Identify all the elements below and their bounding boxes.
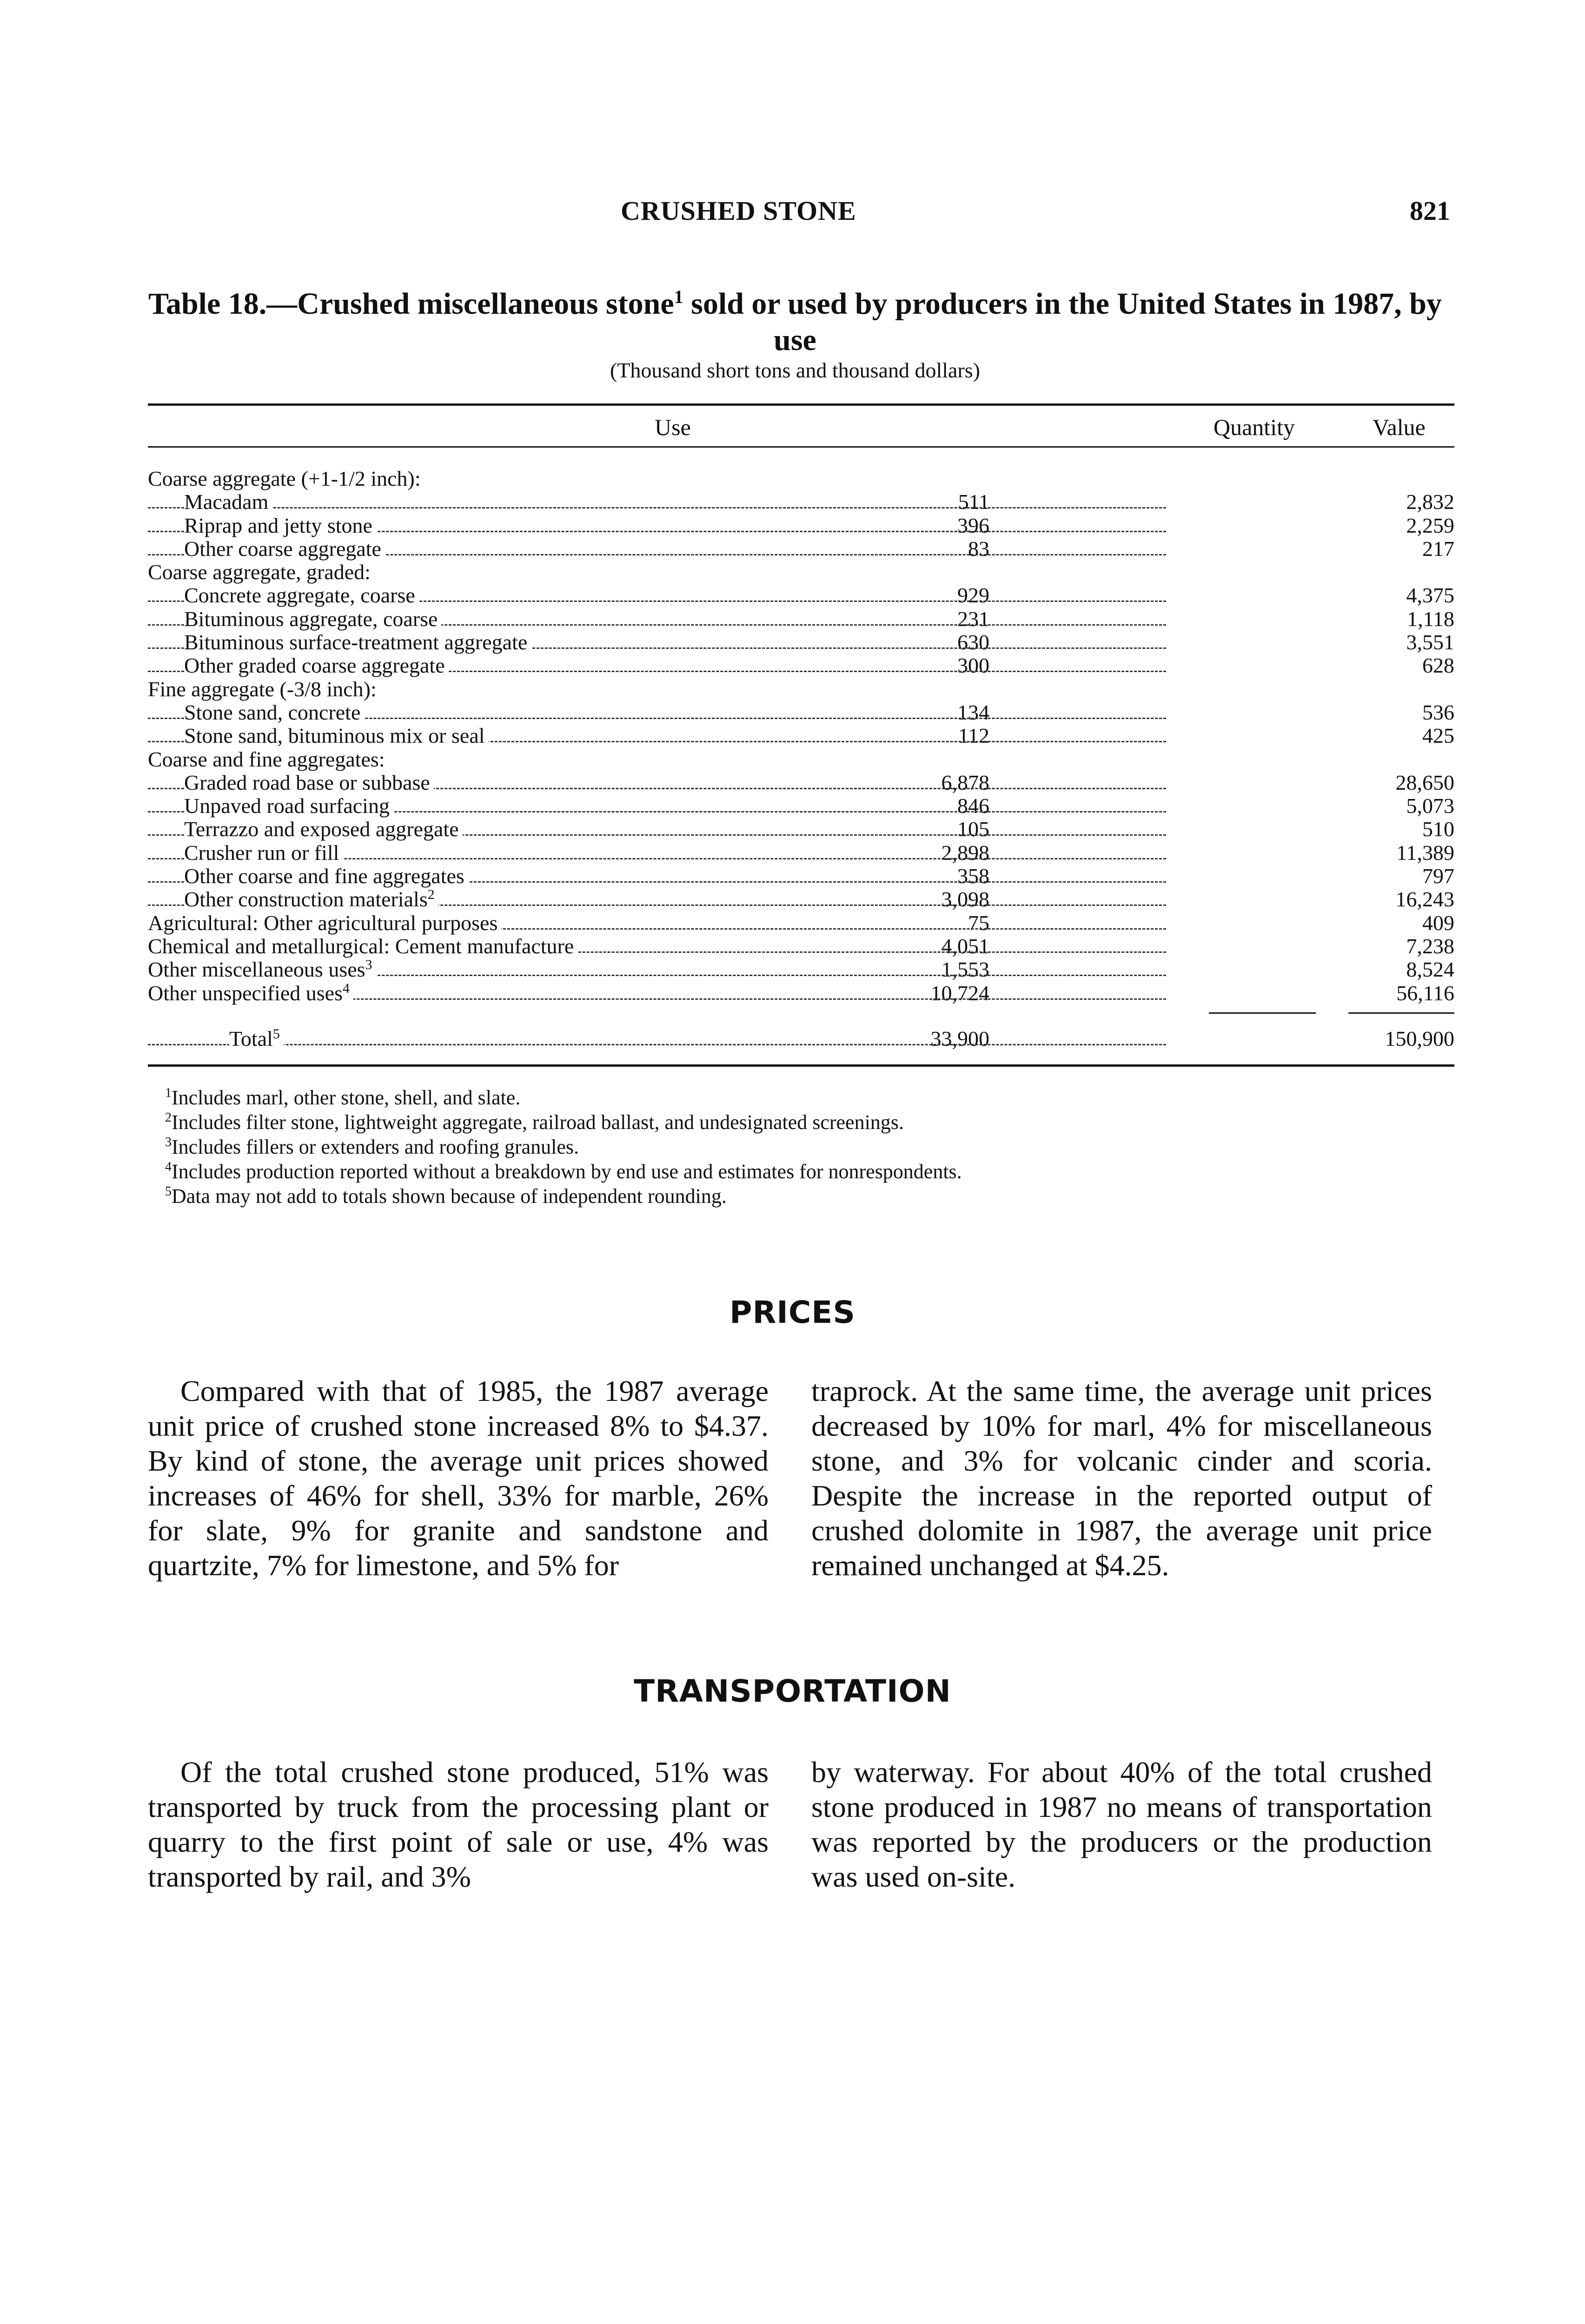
page-number: 821 (1410, 196, 1450, 226)
value-cell: 5,073 (1406, 794, 1454, 818)
table-top-rule (148, 403, 1454, 406)
quantity-cell: 396 (957, 513, 989, 537)
row-label: Riprap and jetty stone (184, 514, 376, 537)
row-label: Concrete aggregate, coarse (184, 584, 419, 607)
row-label: Terrazzo and exposed aggregate (184, 818, 463, 841)
column-header-quantity: Quantity (1214, 414, 1295, 440)
value-cell: 1,118 (1407, 607, 1454, 631)
table-bottom-rule (148, 1064, 1454, 1067)
row-label: Unpaved road surfacing (184, 794, 393, 818)
table-body (148, 467, 1454, 1050)
table-row (148, 748, 1454, 771)
table-row (148, 888, 1454, 911)
table-row (148, 911, 1454, 935)
table-row (148, 818, 1454, 841)
value-cell: 425 (1422, 724, 1454, 748)
value-cell: 28,650 (1395, 770, 1454, 794)
table-row (148, 841, 1454, 865)
footnote-ref: 3 (365, 957, 372, 973)
table-row (148, 678, 1454, 701)
table-row (148, 584, 1454, 607)
quantity-cell: 134 (957, 700, 989, 724)
value-cell: 3,551 (1406, 630, 1454, 654)
table-row (148, 771, 1454, 794)
row-label: Graded road base or subbase (184, 771, 434, 794)
transportation-paragraph-right: by waterway. For about 40% of the total crushed stone produced in 1987 no means of transportation was reported by the producers or the production was used on-site. (811, 1756, 1432, 1893)
quantity-cell: 231 (957, 607, 989, 631)
footnote: $^4$Includes production reported without a breakdown by end use and estimates for nonrespondents. (165, 1160, 962, 1183)
footnote: $^3$Includes fillers or extenders and roofing granules. (165, 1135, 579, 1158)
quantity-cell: 630 (957, 630, 989, 654)
footnote-ref: 2 (427, 887, 435, 903)
table-row (148, 724, 1454, 747)
row-label: Stone sand, bituminous mix or seal (184, 724, 489, 747)
transportation-paragraph-left: Of the total crushed stone produced, 51% was transported by truck from the processing plant or quarry to the first point of sale or use, 4% was transported by rail, and 3% (148, 1756, 769, 1893)
prices-paragraph-left: Compared with that of 1985, the 1987 average unit price of crushed stone increased 8% to $4.37. By kind of stone, the average unit prices showed increases of 46% for shell, 33% for marble, 26% for slate, 9% for granite and sandstone and quartzite, 7% for limestone, and 5% for (148, 1374, 769, 1582)
row-label: Total$^5$ (229, 1027, 284, 1050)
row-label: Other coarse and fine aggregates (184, 865, 468, 888)
quantity-cell: 358 (957, 864, 989, 888)
quantity-cell: 300 (957, 654, 989, 678)
quantity-cell: 10,724 (930, 981, 989, 1005)
running-title: CRUSHED STONE (621, 196, 856, 226)
footnotes (165, 1085, 1374, 1208)
table-row (148, 631, 1454, 654)
quantity-cell: 33,900 (930, 1026, 989, 1050)
table-row (148, 467, 1454, 490)
table-row (148, 935, 1454, 958)
footnote-ref: 4 (343, 980, 350, 996)
row-label: Chemical and metallurgical: Cement manufacture (148, 935, 577, 958)
quantity-cell: 6,878 (941, 770, 989, 794)
row-label: Macadam (184, 490, 272, 514)
table-row (148, 982, 1454, 1005)
column-header-use: Use (655, 414, 691, 440)
prices-heading: PRICES (729, 1294, 856, 1330)
table-row (148, 958, 1454, 981)
row-label: Stone sand, concrete (184, 701, 364, 724)
row-label: Bituminous surface-treatment aggregate (184, 631, 531, 654)
quantity-cell: 83 (968, 536, 989, 561)
value-cell: 217 (1422, 536, 1454, 561)
footnote: $^1$Includes marl, other stone, shell, and slate. (165, 1086, 521, 1109)
value-cell: 628 (1422, 654, 1454, 678)
table-units: (Thousand short tons and thousand dollars) (610, 358, 980, 382)
row-label: Other construction materials$^2$ (184, 888, 438, 911)
table-title: Table 18.—Crushed miscellaneous stone$^1$ sold or used by producers in the United States in 1987, by use (148, 286, 1442, 357)
table-header-rule (148, 446, 1454, 448)
quantity-cell: 112 (958, 724, 989, 748)
row-label: Other unspecified uses$^4$ (148, 982, 353, 1005)
value-cell: 8,524 (1406, 957, 1454, 982)
row-label: Fine aggregate (-3/8 inch): (148, 678, 380, 701)
quantity-cell: 511 (958, 490, 989, 514)
value-cell: 510 (1422, 817, 1454, 841)
quantity-cell: 2,898 (941, 840, 989, 865)
row-label: Coarse aggregate (+1-1/2 inch): (148, 467, 424, 490)
table-row (148, 865, 1454, 888)
value-cell: 2,832 (1406, 490, 1454, 514)
row-label: Bituminous aggregate, coarse (184, 607, 441, 631)
table-row (148, 794, 1454, 818)
total-rule-value (1348, 1012, 1454, 1014)
value-cell: 536 (1422, 700, 1454, 724)
transportation-heading: TRANSPORTATION (634, 1673, 951, 1709)
row-label: Coarse aggregate, graded: (148, 561, 374, 584)
value-cell: 7,238 (1406, 934, 1454, 958)
value-cell: 150,900 (1385, 1026, 1454, 1050)
quantity-cell: 929 (957, 583, 989, 607)
quantity-cell: 1,553 (941, 957, 989, 982)
total-row (148, 1027, 1454, 1050)
row-label: Coarse and fine aggregates: (148, 748, 389, 771)
table-row (148, 514, 1454, 537)
quantity-cell: 105 (957, 817, 989, 841)
table-row (148, 701, 1454, 724)
row-label: Crusher run or fill (184, 841, 343, 865)
footnote-ref: 5 (272, 1026, 280, 1042)
value-cell: 4,375 (1406, 583, 1454, 607)
table-row (148, 537, 1454, 561)
value-cell: 797 (1422, 864, 1454, 888)
table-row (148, 561, 1454, 584)
quantity-cell: 4,051 (941, 934, 989, 958)
value-cell: 2,259 (1406, 513, 1454, 537)
value-cell: 409 (1422, 911, 1454, 935)
column-header-value: Value (1373, 414, 1426, 440)
row-label: Agricultural: Other agricultural purposes (148, 911, 501, 935)
footnote: $^2$Includes filter stone, lightweight aggregate, railroad ballast, and undesignated screenings. (165, 1110, 904, 1134)
quantity-cell: 3,098 (941, 887, 989, 911)
value-cell: 11,389 (1396, 840, 1454, 865)
footnote: $^5$Data may not add to totals shown because of independent rounding. (165, 1184, 727, 1208)
row-label: Other miscellaneous uses$^3$ (148, 958, 376, 981)
dot-leader (148, 507, 1166, 508)
row-label: Other coarse aggregate (184, 537, 385, 561)
prices-paragraph-right: traprock. At the same time, the average unit prices decreased by 10% for marl, 4% for miscellaneous stone, and 3% for volcanic cinder and scoria. Despite the increase in the reported output of crushed dolomite in 1987, the average unit price remained unchanged at $4.25. (811, 1374, 1432, 1582)
value-cell: 56,116 (1396, 981, 1454, 1005)
dot-leader (148, 1044, 1166, 1045)
table-row (148, 607, 1454, 631)
total-rule-quantity (1209, 1012, 1316, 1014)
quantity-cell: 846 (957, 794, 989, 818)
table-row (148, 490, 1454, 514)
row-label: Other graded coarse aggregate (184, 654, 449, 677)
value-cell: 16,243 (1395, 887, 1454, 911)
running-head (0, 195, 1585, 228)
quantity-cell: 75 (968, 911, 989, 935)
table-row (148, 654, 1454, 677)
